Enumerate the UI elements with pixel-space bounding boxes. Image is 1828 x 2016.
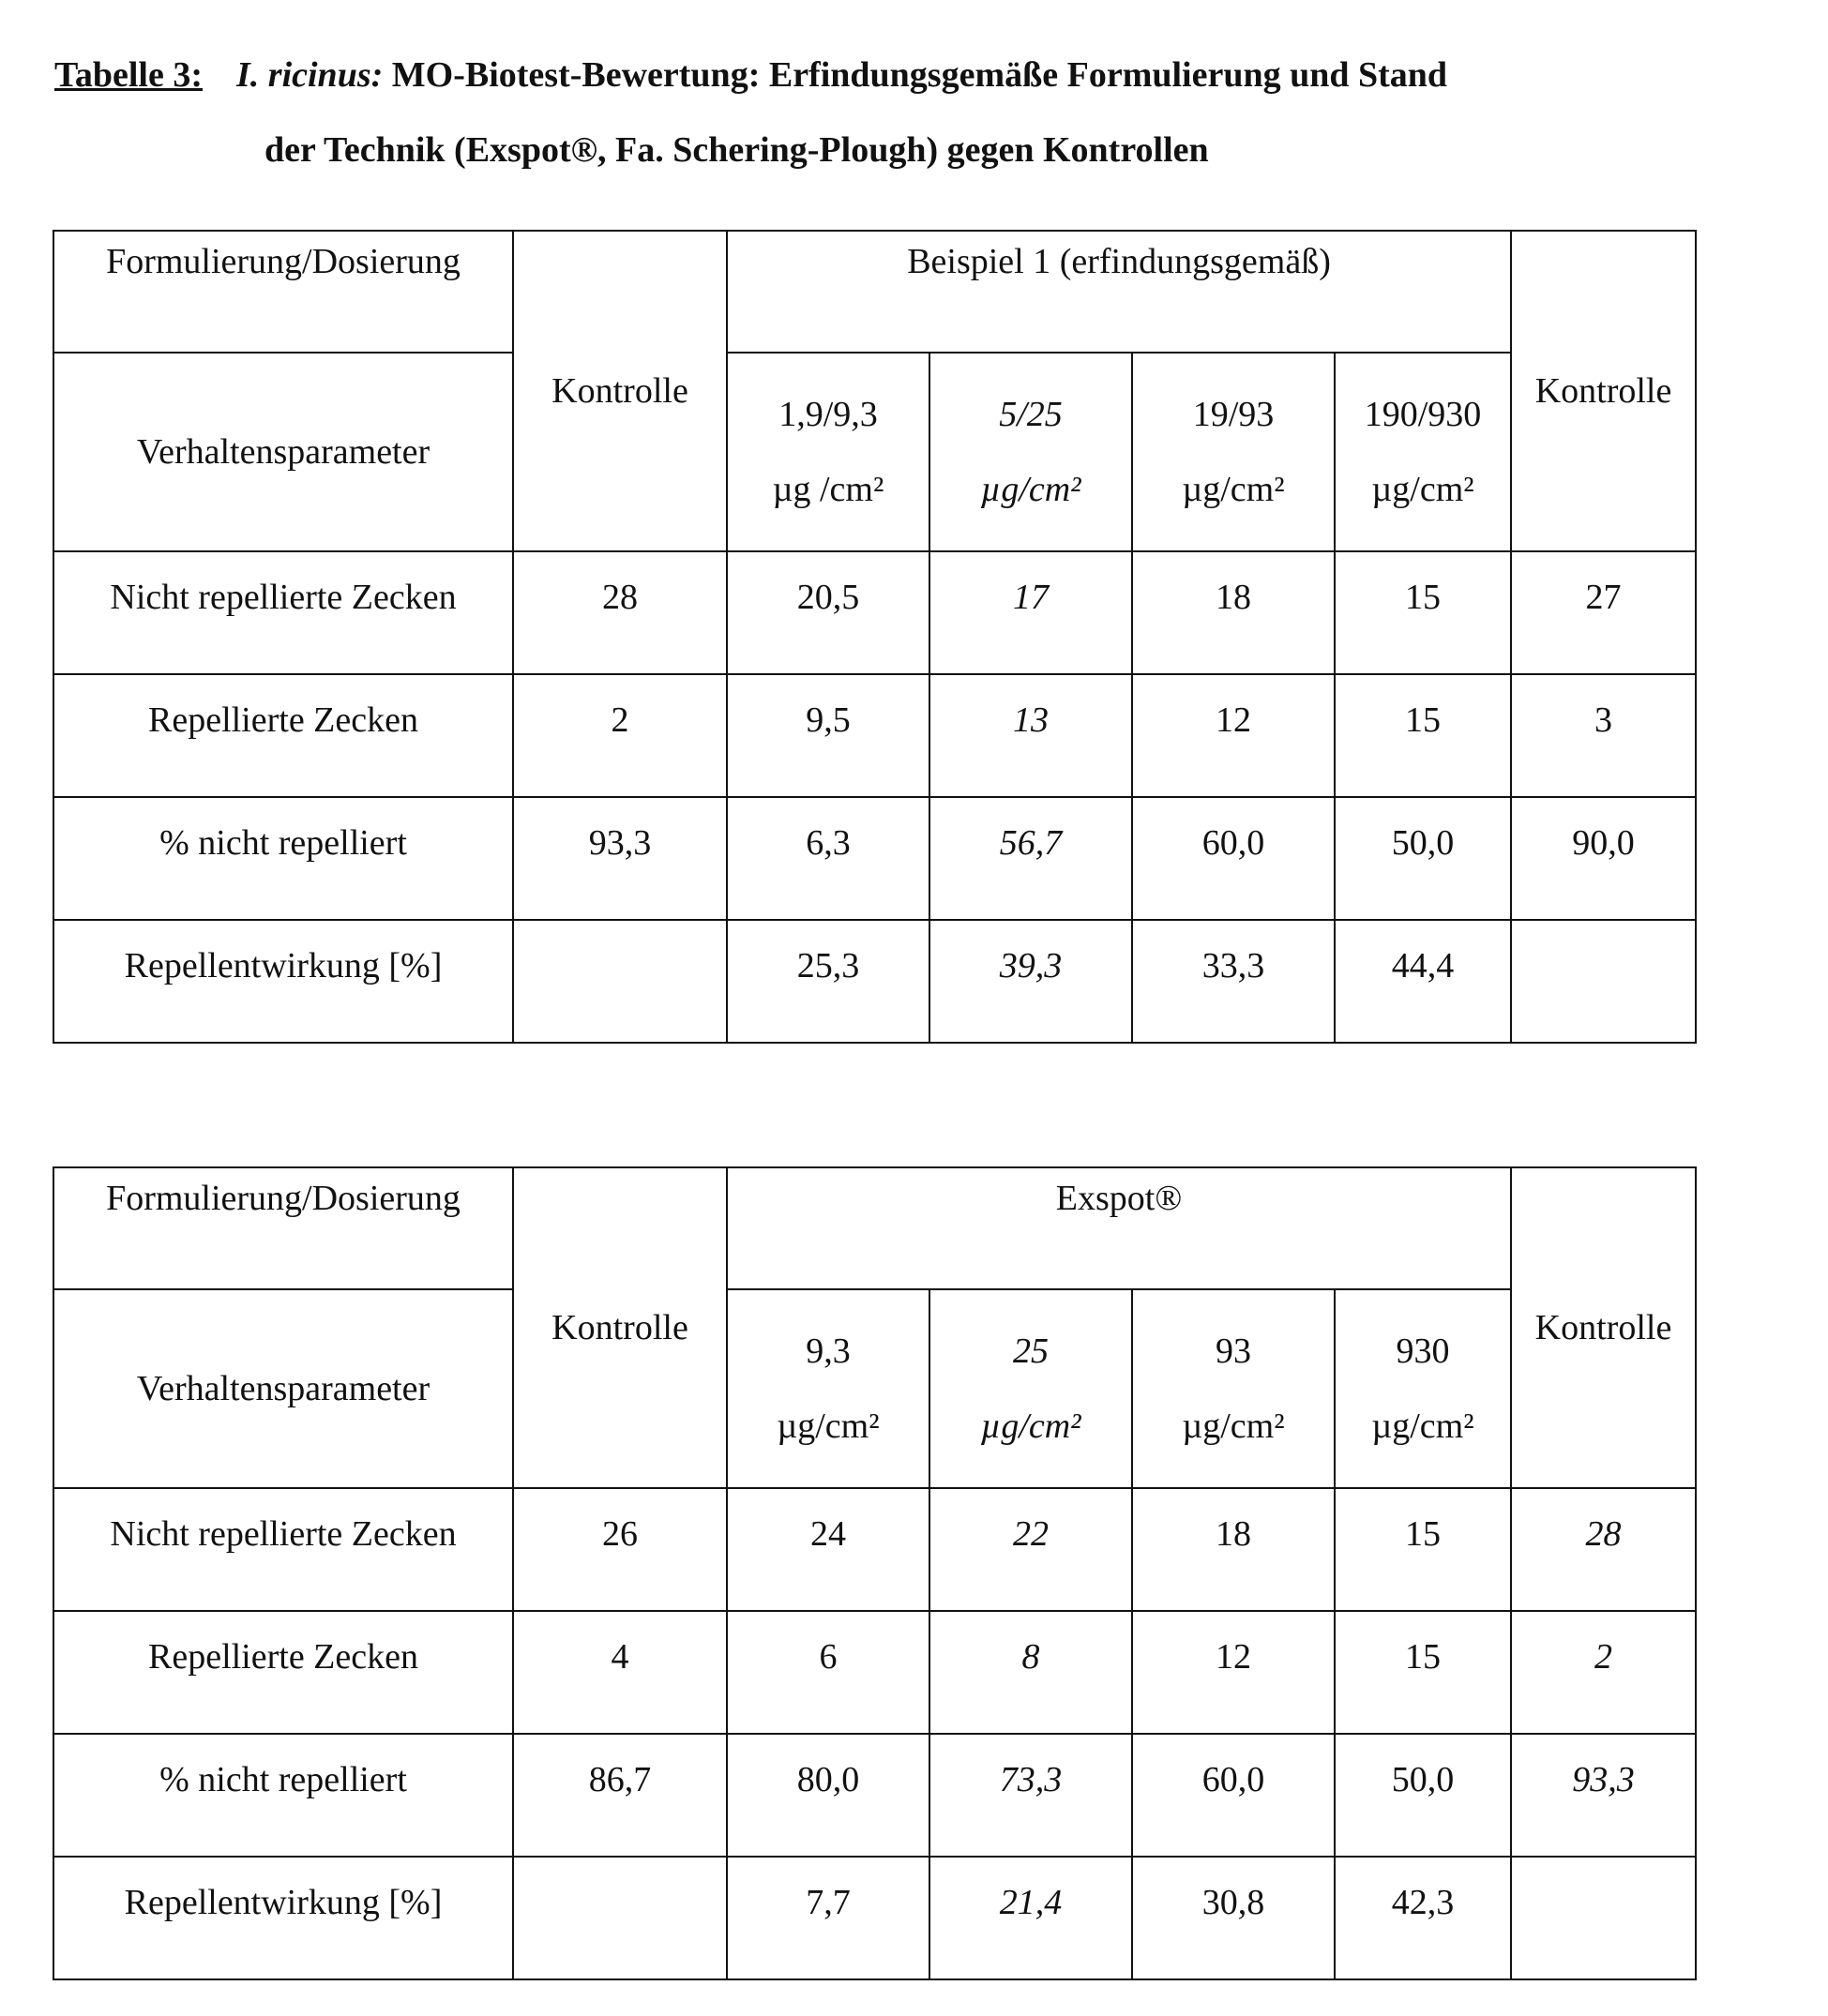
caption-label: Tabelle 3: bbox=[54, 55, 203, 95]
cell: 90,0 bbox=[1511, 797, 1696, 920]
control-header: Kontrolle bbox=[1511, 1167, 1696, 1488]
dose-header bbox=[727, 1289, 929, 1488]
formulation-header: Formulierung/Dosierung bbox=[53, 231, 513, 353]
table-exspot bbox=[53, 1166, 1697, 1980]
cell: 39,3 bbox=[929, 920, 1132, 1043]
table-caption bbox=[54, 38, 1743, 188]
dose-header bbox=[1335, 1289, 1511, 1488]
cell: 3 bbox=[1511, 674, 1696, 797]
cell: 2 bbox=[1511, 1611, 1696, 1734]
cell: 6 bbox=[727, 1611, 929, 1734]
row-label: Repellierte Zecken bbox=[53, 674, 513, 797]
param-header: Verhaltensparameter bbox=[53, 353, 513, 551]
control-header: Kontrolle bbox=[513, 231, 727, 551]
cell: 50,0 bbox=[1335, 797, 1511, 920]
control-header: Kontrolle bbox=[513, 1167, 727, 1488]
cell: 13 bbox=[929, 674, 1132, 797]
table-beispiel-1 bbox=[53, 230, 1697, 1044]
cell: 93,3 bbox=[1511, 1734, 1696, 1857]
dose-value: 25 bbox=[1013, 1331, 1049, 1371]
control-header: Kontrolle bbox=[1511, 231, 1696, 551]
caption-line1: MO-Biotest-Bewertung: Erfindungsgemäße Formulierung und Stand bbox=[392, 55, 1447, 95]
dose-unit: µg/cm² bbox=[1371, 470, 1473, 509]
table-row bbox=[53, 1611, 1696, 1734]
cell: 12 bbox=[1132, 1611, 1335, 1734]
cell: 15 bbox=[1335, 1488, 1511, 1611]
cell bbox=[1511, 1857, 1696, 1979]
cell: 9,5 bbox=[727, 674, 929, 797]
cell: 4 bbox=[513, 1611, 727, 1734]
table-row bbox=[53, 1488, 1696, 1611]
cell: 73,3 bbox=[929, 1734, 1132, 1857]
cell: 18 bbox=[1132, 551, 1335, 674]
dose-header bbox=[1132, 1289, 1335, 1488]
row-label: Nicht repellierte Zecken bbox=[53, 1488, 513, 1611]
row-label: % nicht repelliert bbox=[53, 797, 513, 920]
cell: 2 bbox=[513, 674, 727, 797]
formulation-header: Formulierung/Dosierung bbox=[53, 1167, 513, 1289]
cell: 21,4 bbox=[929, 1857, 1132, 1979]
dose-unit: µg/cm² bbox=[777, 1407, 879, 1446]
dose-header bbox=[1335, 353, 1511, 551]
dose-value: 1,9/9,3 bbox=[778, 395, 878, 434]
row-label: % nicht repelliert bbox=[53, 1734, 513, 1857]
cell: 44,4 bbox=[1335, 920, 1511, 1043]
cell: 60,0 bbox=[1132, 1734, 1335, 1857]
cell: 6,3 bbox=[727, 797, 929, 920]
caption-line2: der Technik (Exspot®, Fa. Schering-Plough) gegen Kontrollen bbox=[54, 113, 1743, 188]
cell: 8 bbox=[929, 1611, 1132, 1734]
dose-value: 5/25 bbox=[999, 395, 1063, 434]
group-title: Beispiel 1 (erfindungsgemäß) bbox=[727, 231, 1511, 353]
cell: 20,5 bbox=[727, 551, 929, 674]
dose-value: 19/93 bbox=[1193, 395, 1275, 434]
dose-unit: µg /cm² bbox=[773, 470, 884, 509]
dose-header bbox=[1132, 353, 1335, 551]
cell: 93,3 bbox=[513, 797, 727, 920]
cell: 15 bbox=[1335, 1611, 1511, 1734]
table-row bbox=[53, 674, 1696, 797]
cell: 12 bbox=[1132, 674, 1335, 797]
cell: 26 bbox=[513, 1488, 727, 1611]
cell: 30,8 bbox=[1132, 1857, 1335, 1979]
cell: 56,7 bbox=[929, 797, 1132, 920]
row-label: Repellierte Zecken bbox=[53, 1611, 513, 1734]
cell: 42,3 bbox=[1335, 1857, 1511, 1979]
row-label: Repellentwirkung [%] bbox=[53, 920, 513, 1043]
cell: 22 bbox=[929, 1488, 1132, 1611]
table-row bbox=[53, 551, 1696, 674]
dose-value: 930 bbox=[1397, 1331, 1450, 1371]
table-row bbox=[53, 920, 1696, 1043]
dose-value: 93 bbox=[1216, 1331, 1251, 1371]
table-row bbox=[53, 797, 1696, 920]
cell: 28 bbox=[513, 551, 727, 674]
table-row bbox=[53, 1857, 1696, 1979]
cell: 15 bbox=[1335, 674, 1511, 797]
dose-unit: µg/cm² bbox=[1182, 1407, 1284, 1446]
dose-header bbox=[929, 1289, 1132, 1488]
dose-value: 9,3 bbox=[806, 1331, 851, 1371]
cell: 33,3 bbox=[1132, 920, 1335, 1043]
cell: 86,7 bbox=[513, 1734, 727, 1857]
cell: 15 bbox=[1335, 551, 1511, 674]
group-title: Exspot® bbox=[727, 1167, 1511, 1289]
dose-unit: µg/cm² bbox=[1371, 1407, 1473, 1446]
dose-unit: µg/cm² bbox=[980, 470, 1080, 509]
cell: 80,0 bbox=[727, 1734, 929, 1857]
cell: 25,3 bbox=[727, 920, 929, 1043]
dose-value: 190/930 bbox=[1365, 395, 1482, 434]
cell: 60,0 bbox=[1132, 797, 1335, 920]
param-header: Verhaltensparameter bbox=[53, 1289, 513, 1488]
cell: 7,7 bbox=[727, 1857, 929, 1979]
cell bbox=[513, 1857, 727, 1979]
cell: 50,0 bbox=[1335, 1734, 1511, 1857]
cell: 17 bbox=[929, 551, 1132, 674]
cell bbox=[1511, 920, 1696, 1043]
caption-species: I. ricinus: bbox=[236, 55, 383, 95]
dose-unit: µg/cm² bbox=[980, 1407, 1080, 1446]
cell bbox=[513, 920, 727, 1043]
dose-header bbox=[929, 353, 1132, 551]
cell: 18 bbox=[1132, 1488, 1335, 1611]
cell: 24 bbox=[727, 1488, 929, 1611]
table-row bbox=[53, 1734, 1696, 1857]
row-label: Nicht repellierte Zecken bbox=[53, 551, 513, 674]
cell: 27 bbox=[1511, 551, 1696, 674]
row-label: Repellentwirkung [%] bbox=[53, 1857, 513, 1979]
dose-header bbox=[727, 353, 929, 551]
dose-unit: µg/cm² bbox=[1182, 470, 1284, 509]
cell: 28 bbox=[1511, 1488, 1696, 1611]
